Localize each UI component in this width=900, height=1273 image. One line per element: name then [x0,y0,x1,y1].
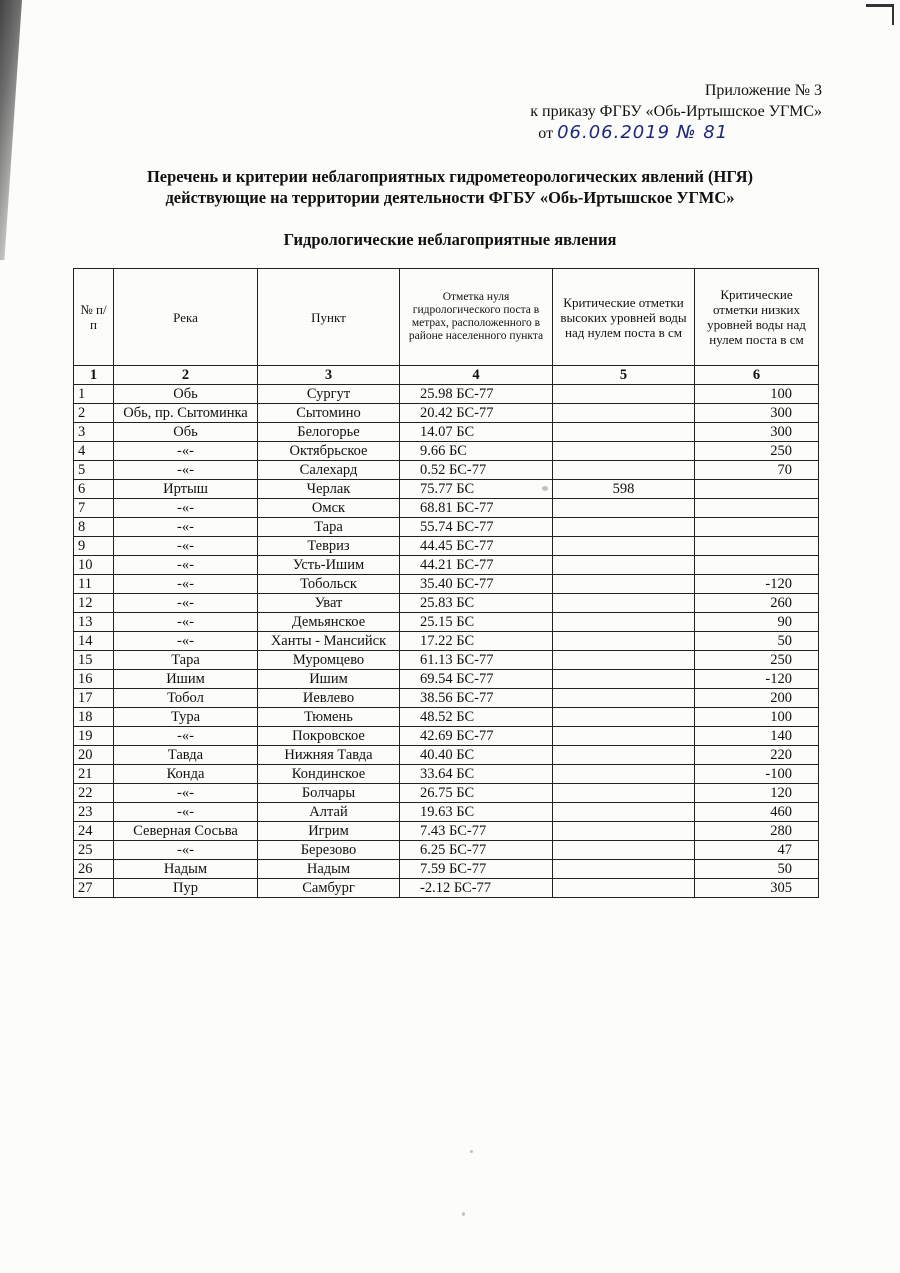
river-name: -«- [114,841,258,860]
zero-mark: 19.63 БС [400,803,553,822]
appendix-from-label: от [538,125,554,142]
low-level-mark: 47 [695,841,819,860]
station-name: Ханты - Мансийск [258,632,400,651]
river-name: Ишим [114,670,258,689]
zero-mark: -2.12 БС-77 [400,879,553,898]
high-level-mark [553,499,695,518]
high-level-mark [553,822,695,841]
river-name: Тобол [114,689,258,708]
river-name: Тура [114,708,258,727]
zero-mark: 6.25 БС-77 [400,841,553,860]
zero-mark: 14.07 БС [400,423,553,442]
row-number: 3 [74,423,114,442]
high-level-mark [553,689,695,708]
high-level-mark: 598 [553,480,695,499]
high-level-mark [553,727,695,746]
low-level-mark: 460 [695,803,819,822]
station-name: Омск [258,499,400,518]
river-name: -«- [114,803,258,822]
station-name: Тюмень [258,708,400,727]
zero-mark: 33.64 БС [400,765,553,784]
station-name: Черлак [258,480,400,499]
river-name: -«- [114,461,258,480]
column-number: 6 [695,366,819,385]
zero-mark: 25.83 БС [400,594,553,613]
table-row [74,727,819,746]
row-number: 26 [74,860,114,879]
zero-mark: 44.21 БС-77 [400,556,553,575]
high-level-mark [553,518,695,537]
row-number: 20 [74,746,114,765]
station-name: Самбург [258,879,400,898]
table-row [74,860,819,879]
low-level-mark: 280 [695,822,819,841]
table-row [74,765,819,784]
scan-speck [462,1212,465,1216]
zero-mark: 7.43 БС-77 [400,822,553,841]
hydrology-criteria-table [73,268,819,898]
station-name: Покровское [258,727,400,746]
row-number: 11 [74,575,114,594]
station-name: Кондинское [258,765,400,784]
table-row [74,746,819,765]
low-level-mark: 260 [695,594,819,613]
zero-mark: 75.77 БС [400,480,553,499]
section-subtitle: Гидрологические неблагоприятные явления [283,230,617,249]
river-name: -«- [114,575,258,594]
table-row [74,556,819,575]
high-level-mark [553,537,695,556]
document-title-line-2: действующие на территории деятельности ФГБУ «Обь-Иртышское УГМС» [165,188,735,207]
river-name: Тавда [114,746,258,765]
header-low-level: Критические отметки низких уровней воды над нулем поста в см [695,269,819,366]
low-level-mark: 300 [695,423,819,442]
high-level-mark [553,651,695,670]
station-name: Тара [258,518,400,537]
document-title-line-1: Перечень и критерии неблагоприятных гидрометеорологических явлений (НГЯ) [146,167,754,186]
low-level-mark: 50 [695,632,819,651]
zero-mark: 25.15 БС [400,613,553,632]
river-name: Конда [114,765,258,784]
table-row [74,803,819,822]
low-level-mark: 250 [695,442,819,461]
row-number: 17 [74,689,114,708]
scan-speck [542,486,548,491]
header-high-level: Критические отметки высоких уровней воды над нулем поста в см [553,269,695,366]
low-level-mark [695,556,819,575]
station-name: Демьянское [258,613,400,632]
row-number: 5 [74,461,114,480]
row-number: 25 [74,841,114,860]
table-row [74,879,819,898]
zero-mark: 25.98 БС-77 [400,385,553,404]
row-number: 10 [74,556,114,575]
high-level-mark [553,708,695,727]
appendix-date-line [538,122,822,144]
station-name: Нижняя Тавда [258,746,400,765]
zero-mark: 26.75 БС [400,784,553,803]
high-level-mark [553,385,695,404]
zero-mark: 35.40 БС-77 [400,575,553,594]
low-level-mark: 220 [695,746,819,765]
station-name: Усть-Ишим [258,556,400,575]
header-zero-mark: Отметка нуля гидрологического поста в метрах, расположенного в районе населенного пункта [400,269,553,366]
high-level-mark [553,803,695,822]
high-level-mark [553,784,695,803]
row-number: 19 [74,727,114,746]
low-level-mark: 250 [695,651,819,670]
station-name: Тевриз [258,537,400,556]
low-level-mark: 140 [695,727,819,746]
station-name: Болчары [258,784,400,803]
appendix-header [530,80,822,144]
scan-speck [470,1150,473,1153]
low-level-mark: 120 [695,784,819,803]
table-row [74,537,819,556]
header-station: Пункт [258,269,400,366]
zero-mark: 61.13 БС-77 [400,651,553,670]
high-level-mark [553,670,695,689]
row-number: 1 [74,385,114,404]
river-name: Иртыш [114,480,258,499]
river-name: Надым [114,860,258,879]
river-name: Тара [114,651,258,670]
table-row [74,480,819,499]
row-number: 23 [74,803,114,822]
scan-corner-mark [866,4,894,25]
column-number: 3 [258,366,400,385]
station-name: Игрим [258,822,400,841]
table-row [74,651,819,670]
row-number: 7 [74,499,114,518]
column-number: 2 [114,366,258,385]
table-row [74,404,819,423]
high-level-mark [553,442,695,461]
column-number-row [74,366,819,385]
table-row [74,518,819,537]
high-level-mark [553,423,695,442]
row-number: 9 [74,537,114,556]
row-number: 6 [74,480,114,499]
station-name: Сургут [258,385,400,404]
zero-mark: 42.69 БС-77 [400,727,553,746]
row-number: 22 [74,784,114,803]
appendix-number: Приложение № 3 [704,82,822,99]
low-level-mark [695,499,819,518]
station-name: Уват [258,594,400,613]
high-level-mark [553,879,695,898]
zero-mark: 7.59 БС-77 [400,860,553,879]
station-name: Сытомино [258,404,400,423]
high-level-mark [553,765,695,784]
river-name: -«- [114,613,258,632]
river-name: -«- [114,518,258,537]
zero-mark: 48.52 БС [400,708,553,727]
zero-mark: 9.66 БС [400,442,553,461]
row-number: 18 [74,708,114,727]
table-row [74,461,819,480]
low-level-mark: 200 [695,689,819,708]
header-river: Река [114,269,258,366]
table-row [74,423,819,442]
table-row [74,784,819,803]
zero-mark: 40.40 БС [400,746,553,765]
row-number: 21 [74,765,114,784]
row-number: 2 [74,404,114,423]
row-number: 16 [74,670,114,689]
high-level-mark [553,746,695,765]
low-level-mark [695,480,819,499]
high-level-mark [553,860,695,879]
station-name: Иевлево [258,689,400,708]
row-number: 8 [74,518,114,537]
high-level-mark [553,613,695,632]
low-level-mark: 100 [695,708,819,727]
row-number: 15 [74,651,114,670]
table-row [74,594,819,613]
high-level-mark [553,594,695,613]
row-number: 4 [74,442,114,461]
low-level-mark: 305 [695,879,819,898]
station-name: Тобольск [258,575,400,594]
row-number: 27 [74,879,114,898]
station-name: Ишим [258,670,400,689]
table-row [74,499,819,518]
low-level-mark: 300 [695,404,819,423]
river-name: -«- [114,556,258,575]
river-name: Обь [114,385,258,404]
low-level-mark: -100 [695,765,819,784]
row-number: 14 [74,632,114,651]
low-level-mark [695,518,819,537]
table-row [74,385,819,404]
header-number: № п/п [74,269,114,366]
zero-mark: 38.56 БС-77 [400,689,553,708]
row-number: 24 [74,822,114,841]
column-number: 5 [553,366,695,385]
zero-mark: 68.81 БС-77 [400,499,553,518]
zero-mark: 55.74 БС-77 [400,518,553,537]
zero-mark: 69.54 БС-77 [400,670,553,689]
table-row [74,708,819,727]
station-name: Алтай [258,803,400,822]
station-name: Салехард [258,461,400,480]
river-name: -«- [114,594,258,613]
table-row [74,822,819,841]
table-row [74,442,819,461]
low-level-mark: 70 [695,461,819,480]
high-level-mark [553,461,695,480]
table-row [74,689,819,708]
river-name: -«- [114,727,258,746]
table-row [74,670,819,689]
river-name: -«- [114,499,258,518]
high-level-mark [553,556,695,575]
low-level-mark: 100 [695,385,819,404]
table-header-row [74,269,819,366]
river-name: -«- [114,632,258,651]
scan-shadow-edge [0,0,22,260]
high-level-mark [553,632,695,651]
station-name: Белогорье [258,423,400,442]
table-row [74,575,819,594]
river-name: Пур [114,879,258,898]
table-row [74,613,819,632]
river-name: -«- [114,442,258,461]
appendix-order-reference: к приказу ФГБУ «Обь-Иртышское УГМС» [530,103,822,120]
river-name: Обь, пр. Сытоминка [114,404,258,423]
zero-mark: 44.45 БС-77 [400,537,553,556]
row-number: 12 [74,594,114,613]
row-number: 13 [74,613,114,632]
low-level-mark: 50 [695,860,819,879]
river-name: -«- [114,784,258,803]
zero-mark: 20.42 БС-77 [400,404,553,423]
handwritten-date-number: 06.06.2019 № 81 [557,122,729,143]
station-name: Муромцево [258,651,400,670]
zero-mark: 0.52 БС-77 [400,461,553,480]
station-name: Надым [258,860,400,879]
station-name: Октябрьское [258,442,400,461]
river-name: Обь [114,423,258,442]
station-name: Березово [258,841,400,860]
low-level-mark [695,537,819,556]
high-level-mark [553,841,695,860]
low-level-mark: -120 [695,575,819,594]
high-level-mark [553,575,695,594]
high-level-mark [553,404,695,423]
zero-mark: 17.22 БС [400,632,553,651]
low-level-mark: -120 [695,670,819,689]
column-number: 4 [400,366,553,385]
low-level-mark: 90 [695,613,819,632]
river-name: -«- [114,537,258,556]
document-title [0,166,900,208]
table-row [74,841,819,860]
table-row [74,632,819,651]
river-name: Северная Сосьва [114,822,258,841]
column-number: 1 [74,366,114,385]
